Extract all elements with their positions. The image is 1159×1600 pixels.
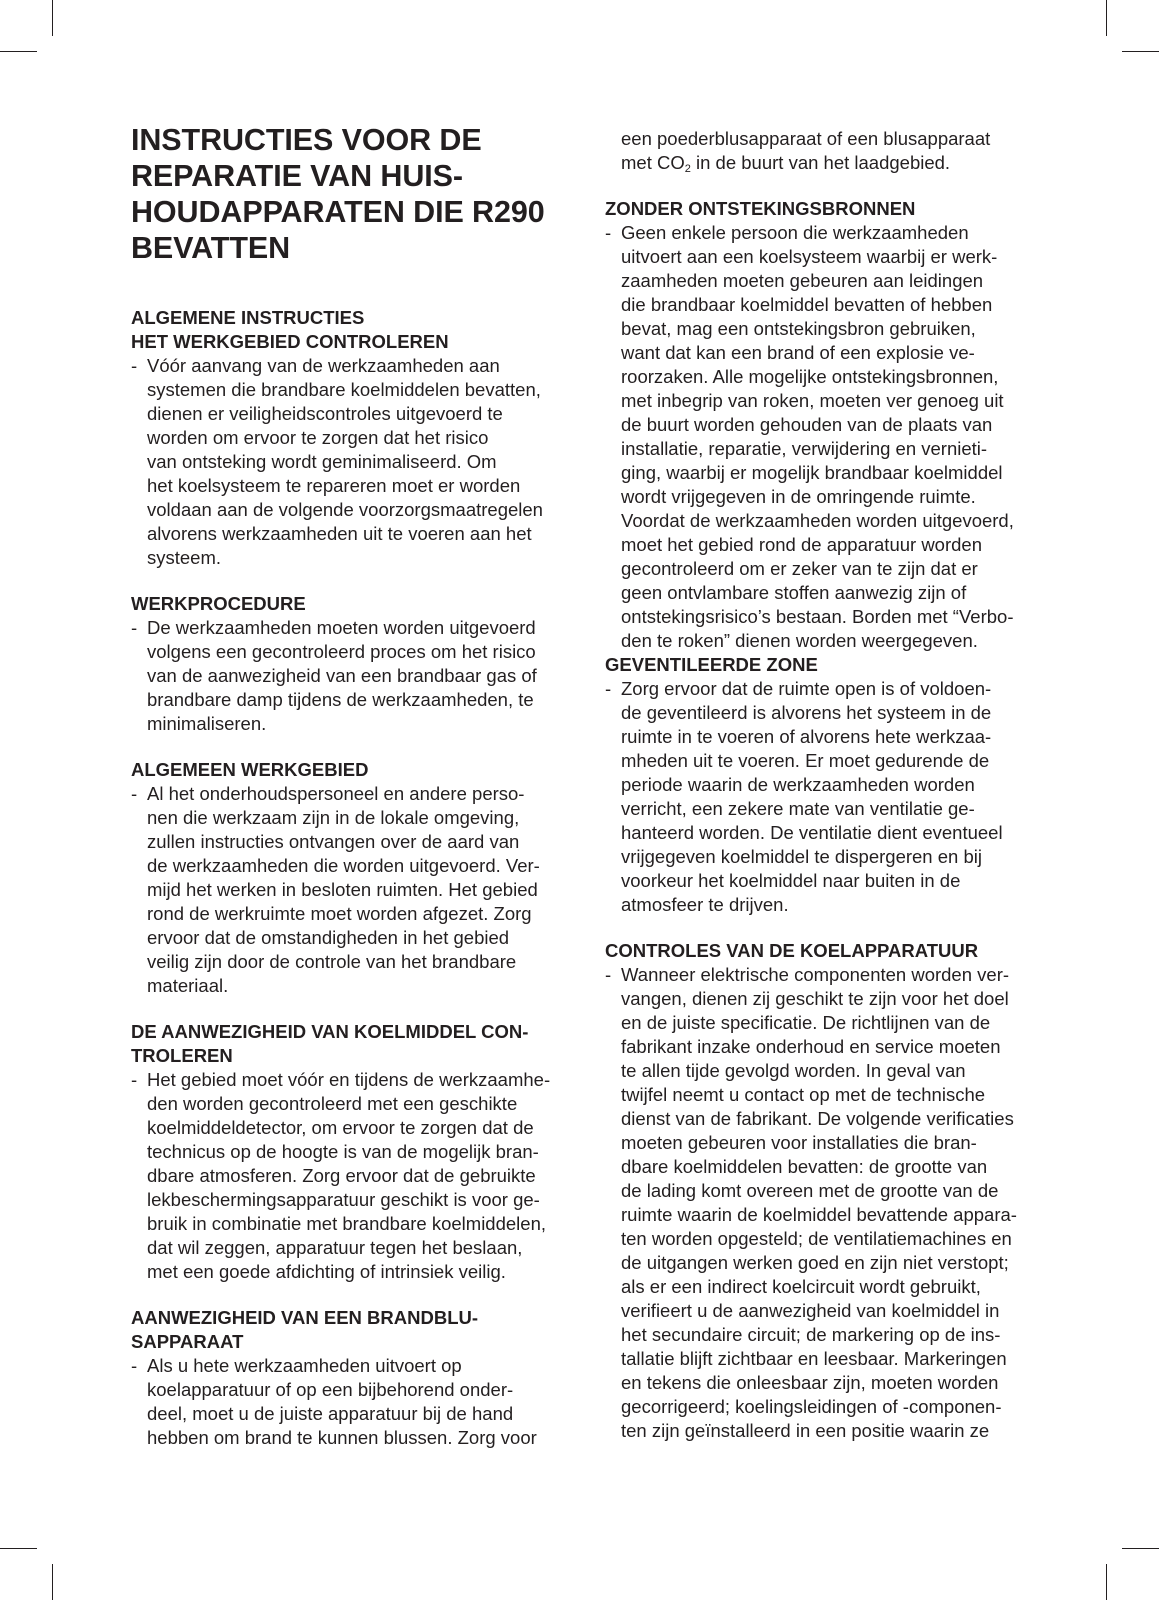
text-line: moet het gebied rond de apparatuur worden bbox=[621, 534, 983, 555]
text-line: nen die werkzaam zijn in de lokale omgeving, bbox=[147, 807, 520, 828]
paragraph-check-work-area bbox=[131, 354, 581, 570]
page-title bbox=[131, 122, 581, 266]
text-line: als er een indirect koelcircuit wordt gebruikt, bbox=[621, 1276, 981, 1297]
crop-mark-bottom-right-horizontal bbox=[1122, 1548, 1159, 1549]
text-line: met een goede afdichting of intrinsiek veilig. bbox=[147, 1261, 506, 1282]
text-line: mijd het werken in besloten ruimten. Het gebied bbox=[147, 879, 538, 900]
text-line: hanteerd worden. De ventilatie dient eventueel bbox=[621, 822, 1003, 843]
text-line: worden om ervoor te zorgen dat het risico bbox=[147, 427, 489, 448]
text-line: dienen er veiligheidscontroles uitgevoerd te bbox=[147, 403, 503, 424]
text-line: ontstekingsrisico’s bestaan. Borden met “Verbo- bbox=[621, 606, 1014, 627]
crop-mark-top-right-vertical bbox=[1106, 0, 1107, 36]
heading-line: DE AANWEZIGHEID VAN KOELMIDDEL CON- bbox=[131, 1021, 529, 1042]
text-line: tallatie blijft zichtbaar en leesbaar. Markeringen bbox=[621, 1348, 1007, 1369]
text-line: - Vóór aanvang van de werkzaamheden aan bbox=[147, 355, 500, 376]
text-line: met inbegrip van roken, moeten ver genoeg uit bbox=[621, 390, 1004, 411]
text-line: brandbare damp tijdens de werkzaamheden, te bbox=[147, 689, 534, 710]
text-line: den te roken” dienen worden weergegeven. bbox=[621, 630, 978, 651]
text-line: die brandbaar koelmiddel bevatten of hebben bbox=[621, 294, 993, 315]
text-line: deel, moet u de juiste apparatuur bij de hand bbox=[147, 1403, 514, 1424]
text-line: ten worden opgesteld; de ventilatiemachines en bbox=[621, 1228, 1012, 1249]
section-heading-work-procedure: WERKPROCEDURE bbox=[131, 593, 306, 614]
paragraph-refrigerant-presence bbox=[131, 1068, 581, 1284]
text-line: verifieert u de aanwezigheid van koelmiddel in bbox=[621, 1300, 1000, 1321]
text-line: - Als u hete werkzaamheden uitvoert op bbox=[147, 1355, 462, 1376]
crop-mark-bottom-right-vertical bbox=[1106, 1564, 1107, 1600]
text-line: verricht, een zekere mate van ventilatie ge- bbox=[621, 798, 975, 819]
text-line: - Geen enkele persoon die werkzaamheden bbox=[621, 222, 969, 243]
text-line: systemen die brandbare koelmiddelen bevatten, bbox=[147, 379, 541, 400]
heading-line: SAPPARAAT bbox=[131, 1331, 244, 1352]
text-line: de geventileerd is alvorens het systeem in de bbox=[621, 702, 992, 723]
text-line: wordt vrijgegeven in de omringende ruimte. bbox=[621, 486, 976, 507]
paragraph-ventilated-zone bbox=[605, 677, 1055, 917]
text-line: de buurt worden gehouden van de plaats van bbox=[621, 414, 993, 435]
text-line: periode waarin de werkzaamheden worden bbox=[621, 774, 975, 795]
text-line: twijfel neemt u contact op met de technische bbox=[621, 1084, 986, 1105]
co2-text-after: in de buurt van het laadgebied. bbox=[690, 152, 951, 173]
text-line: hebben om brand te kunnen blussen. Zorg voor bbox=[147, 1427, 537, 1448]
text-line: het secundaire circuit; de markering op de ins- bbox=[621, 1324, 1001, 1345]
text-line: - Het gebied moet vóór en tijdens de werkzaamhe- bbox=[147, 1069, 551, 1090]
crop-mark-top-right-horizontal bbox=[1122, 51, 1159, 52]
paragraph-fire-extinguisher bbox=[131, 1354, 581, 1450]
crop-mark-bottom-left-vertical bbox=[52, 1564, 53, 1600]
heading-line: TROLEREN bbox=[131, 1045, 233, 1066]
text-line: koelmiddeldetector, om ervoor te zorgen dat de bbox=[147, 1117, 534, 1138]
text-line: de lading komt overeen met de grootte van de bbox=[621, 1180, 999, 1201]
text-line: zullen instructies ontvangen over de aard van bbox=[147, 831, 520, 852]
text-line: lekbeschermingsapparatuur geschikt is voor ge- bbox=[147, 1189, 540, 1210]
text-line: geen ontvlambare stoffen aanwezig zijn of bbox=[621, 582, 967, 603]
text-line: volgens een gecontroleerd proces om het risico bbox=[147, 641, 536, 662]
text-line: van de aanwezigheid van een brandbaar gas of bbox=[147, 665, 537, 686]
text-line: minimaliseren. bbox=[147, 713, 267, 734]
text-line: fabrikant inzake onderhoud en service moeten bbox=[621, 1036, 1001, 1057]
section-heading-fire-extinguisher bbox=[131, 1306, 581, 1354]
text-line: bevat, mag een ontstekingsbron gebruiken, bbox=[621, 318, 976, 339]
text-line: - Al het onderhoudspersoneel en andere perso- bbox=[147, 783, 525, 804]
text-line: ervoor dat de omstandigheden in het gebied bbox=[147, 927, 510, 948]
co2-subscript: 2 bbox=[684, 163, 691, 175]
text-line: roorzaken. Alle mogelijke ontstekingsbronnen, bbox=[621, 366, 999, 387]
text-line: vrijgegeven koelmiddel te dispergeren en bij bbox=[621, 846, 982, 867]
title-line: REPARATIE VAN HUIS- bbox=[131, 159, 463, 193]
paragraph-fire-extinguisher-continued bbox=[605, 127, 1055, 175]
text-line: het koelsysteem te repareren moet er worden bbox=[147, 475, 521, 496]
text-line: veilig zijn door de controle van het brandbare bbox=[147, 951, 517, 972]
text-line: rond de werkruimte moet worden afgezet. Zorg bbox=[147, 903, 532, 924]
text-line: voorkeur het koelmiddel naar buiten in de bbox=[621, 870, 961, 891]
right-column bbox=[605, 127, 1055, 1443]
section-heading-refrigerant-presence bbox=[131, 1020, 581, 1068]
text-line: moeten gebeuren voor installaties die bran- bbox=[621, 1132, 977, 1153]
paragraph-no-ignition-sources bbox=[605, 221, 1055, 653]
section-heading-general-instructions: ALGEMENE INSTRUCTIES bbox=[131, 307, 365, 328]
text-line: dat wil zeggen, apparatuur tegen het beslaan, bbox=[147, 1237, 523, 1258]
text-line: en de juiste specificatie. De richtlijnen van de bbox=[621, 1012, 991, 1033]
section-heading-refrigeration-checks: CONTROLES VAN DE KOELAPPARATUUR bbox=[605, 940, 979, 961]
text-line: van ontsteking wordt geminimaliseerd. Om bbox=[147, 451, 497, 472]
text-line: - Wanneer elektrische componenten worden ver- bbox=[621, 964, 1010, 985]
text-line: bruik in combinatie met brandbare koelmiddelen, bbox=[147, 1213, 546, 1234]
text-line: systeem. bbox=[147, 547, 222, 568]
paragraph-refrigeration-checks bbox=[605, 963, 1055, 1443]
crop-mark-bottom-left-horizontal bbox=[0, 1548, 37, 1549]
text-line: ruimte waarin de koelmiddel bevattende appara- bbox=[621, 1204, 1017, 1225]
co2-text: met CO bbox=[621, 152, 685, 173]
text-line: atmosfeer te drijven. bbox=[621, 894, 789, 915]
text-line: koelapparatuur of op een bijbehorend onder- bbox=[147, 1379, 514, 1400]
text-line: materiaal. bbox=[147, 975, 229, 996]
text-line: de uitgangen werken goed en zijn niet verstopt; bbox=[621, 1252, 1009, 1273]
text-line: den worden gecontroleerd met een geschikte bbox=[147, 1093, 518, 1114]
text-line: dbare atmosferen. Zorg ervoor dat de gebruikte bbox=[147, 1165, 536, 1186]
text-line: mheden uit te voeren. Er moet gedurende de bbox=[621, 750, 990, 771]
crop-mark-top-left-vertical bbox=[52, 0, 53, 36]
section-heading-general-work-area: ALGEMEEN WERKGEBIED bbox=[131, 759, 369, 780]
heading-line: AANWEZIGHEID VAN EEN BRANDBLU- bbox=[131, 1307, 479, 1328]
title-line: INSTRUCTIES VOOR DE bbox=[131, 123, 482, 157]
text-line: voldaan aan de volgende voorzorgsmaatregelen bbox=[147, 499, 543, 520]
text-line: te allen tijde gevolgd worden. In geval van bbox=[621, 1060, 966, 1081]
section-heading-ventilated-zone: GEVENTILEERDE ZONE bbox=[605, 654, 818, 675]
text-line: en tekens die onleesbaar zijn, moeten worden bbox=[621, 1372, 999, 1393]
paragraph-general-work-area bbox=[131, 782, 581, 998]
text-line: - Zorg ervoor dat de ruimte open is of voldoen- bbox=[621, 678, 992, 699]
text-line: - De werkzaamheden moeten worden uitgevoerd bbox=[147, 617, 536, 638]
text-line: gecorrigeerd; koelingsleidingen of -componen- bbox=[621, 1396, 1002, 1417]
text-line: installatie, reparatie, verwijdering en vernieti- bbox=[621, 438, 988, 459]
text-line: ten zijn geïnstalleerd in een positie waarin ze bbox=[621, 1420, 990, 1441]
text-line-co2 bbox=[621, 151, 1055, 175]
paragraph-work-procedure bbox=[131, 616, 581, 736]
section-heading-check-work-area: HET WERKGEBIED CONTROLEREN bbox=[131, 331, 449, 352]
crop-mark-top-left-horizontal bbox=[0, 51, 37, 52]
text-line: technicus op de hoogte is van de mogelijk bran- bbox=[147, 1141, 539, 1162]
title-line: BEVATTEN bbox=[131, 231, 291, 265]
title-line: HOUDAPPARATEN DIE R290 bbox=[131, 195, 545, 229]
text-line: zaamheden moeten gebeuren aan leidingen bbox=[621, 270, 984, 291]
left-column bbox=[131, 122, 581, 1450]
section-heading-no-ignition-sources: ZONDER ONTSTEKINGSBRONNEN bbox=[605, 198, 916, 219]
text-line: dienst van de fabrikant. De volgende verificaties bbox=[621, 1108, 1014, 1129]
text-line: want dat kan een brand of een explosie ve- bbox=[621, 342, 975, 363]
text-line: een poederblusapparaat of een blusapparaat bbox=[621, 128, 991, 149]
text-line: dbare koelmiddelen bevatten: de grootte van bbox=[621, 1156, 988, 1177]
text-line: ruimte in te voeren of alvorens hete werkzaa- bbox=[621, 726, 992, 747]
text-line: vangen, dienen zij geschikt te zijn voor het doel bbox=[621, 988, 1009, 1009]
text-line: uitvoert aan een koelsysteem waarbij er werk- bbox=[621, 246, 998, 267]
text-line: de werkzaamheden die worden uitgevoerd. Ver- bbox=[147, 855, 540, 876]
text-line: ging, waarbij er mogelijk brandbaar koelmiddel bbox=[621, 462, 1003, 483]
text-line: Voordat de werkzaamheden worden uitgevoerd, bbox=[621, 510, 1014, 531]
text-line: alvorens werkzaamheden uit te voeren aan het bbox=[147, 523, 532, 544]
text-line: gecontroleerd om er zeker van te zijn dat er bbox=[621, 558, 978, 579]
